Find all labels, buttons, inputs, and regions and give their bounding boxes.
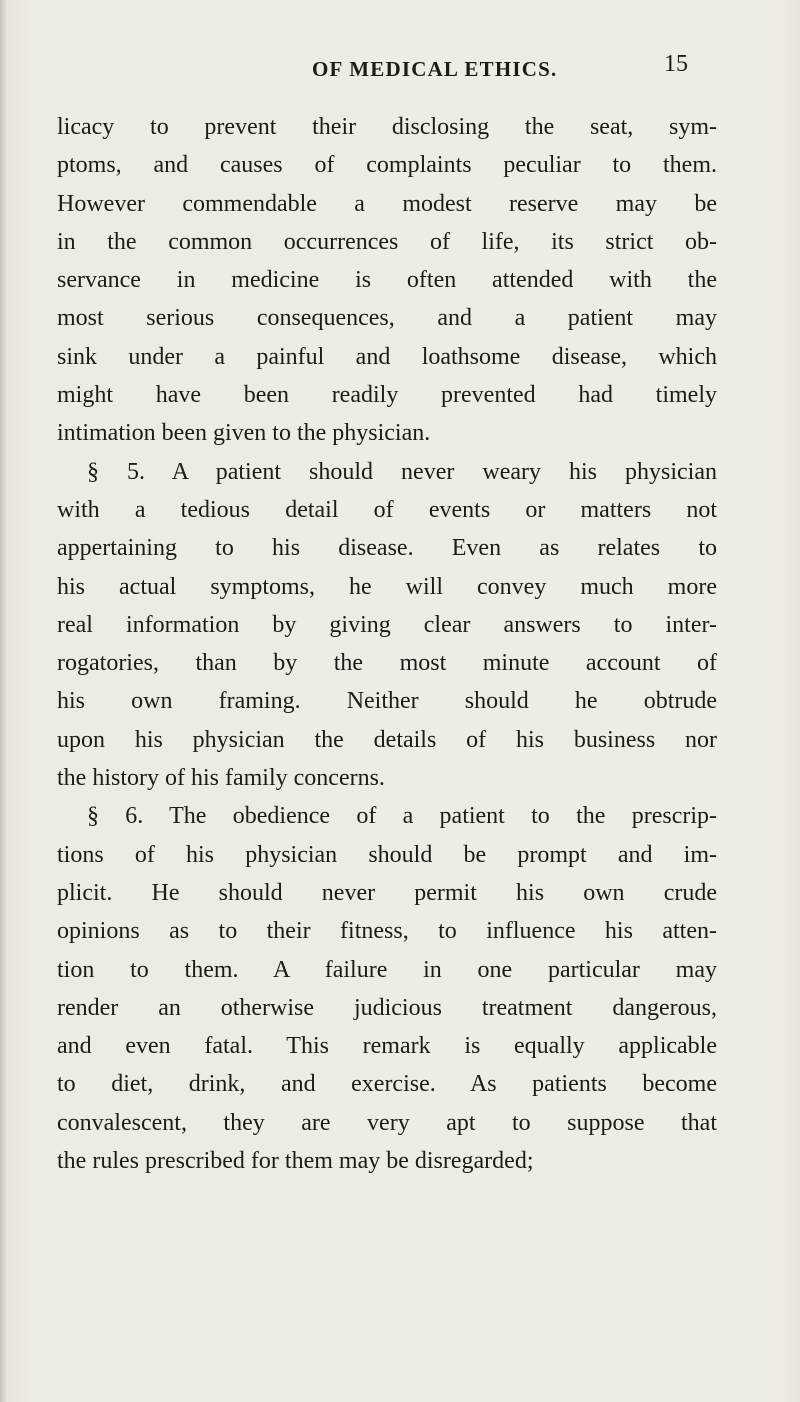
text-line: tions of his physician should be prompt and im- — [57, 841, 717, 868]
text-line: in the common occurrences of life, its strict ob- — [57, 228, 717, 255]
body-text — [57, 108, 717, 1180]
text-line: licacy to prevent their disclosing the seat, sym- — [57, 114, 717, 140]
text-line: the rules prescribed for them may be disregarded; — [57, 1148, 534, 1175]
text-line: plicit. He should never permit his own crude — [57, 879, 717, 906]
text-line: rogatories, than by the most minute account of — [57, 650, 717, 677]
text-line: appertaining to his disease. Even as relates to — [57, 535, 717, 562]
text-line: with a tedious detail of events or matters not — [57, 496, 717, 523]
page-header — [0, 51, 800, 85]
text-line: and even fatal. This remark is equally applicable — [57, 1033, 717, 1060]
text-line: upon his physician the details of his business nor — [57, 726, 717, 753]
text-line: might have been readily prevented had timely — [57, 382, 717, 409]
paragraph-end-line: the history of his family concerns. — [57, 765, 385, 792]
text-line: to diet, drink, and exercise. As patients become — [57, 1071, 717, 1098]
text-line: his actual symptoms, he will convey much more — [57, 573, 717, 600]
text-line: his own framing. Neither should he obtrude — [57, 688, 717, 715]
text-line: servance in medicine is often attended with the — [57, 267, 717, 294]
section-6-start-line: § 6. The obedience of a patient to the prescrip- — [87, 803, 717, 830]
text-line: real information by giving clear answers to inter- — [57, 611, 717, 638]
text-line: tion to them. A failure in one particular may — [57, 956, 717, 983]
text-line: ptoms, and causes of complaints peculiar to them. — [57, 152, 717, 179]
text-line: most serious consequences, and a patient may — [57, 305, 717, 332]
section-5-start-line: § 5. A patient should never weary his physician — [87, 458, 717, 485]
page-number: 15 — [664, 51, 688, 77]
text-line: However commendable a modest reserve may be — [57, 190, 717, 217]
text-line: opinions as to their fitness, to influence his atten- — [57, 918, 717, 945]
paragraph-end-line: intimation been given to the physician. — [57, 420, 431, 447]
text-line: convalescent, they are very apt to suppose that — [57, 1109, 717, 1136]
text-line: sink under a painful and loathsome disease, which — [57, 343, 717, 370]
text-line: render an otherwise judicious treatment dangerous, — [57, 994, 717, 1021]
running-head: OF MEDICAL ETHICS. — [312, 57, 558, 81]
page-binding-edge — [0, 0, 7, 1402]
